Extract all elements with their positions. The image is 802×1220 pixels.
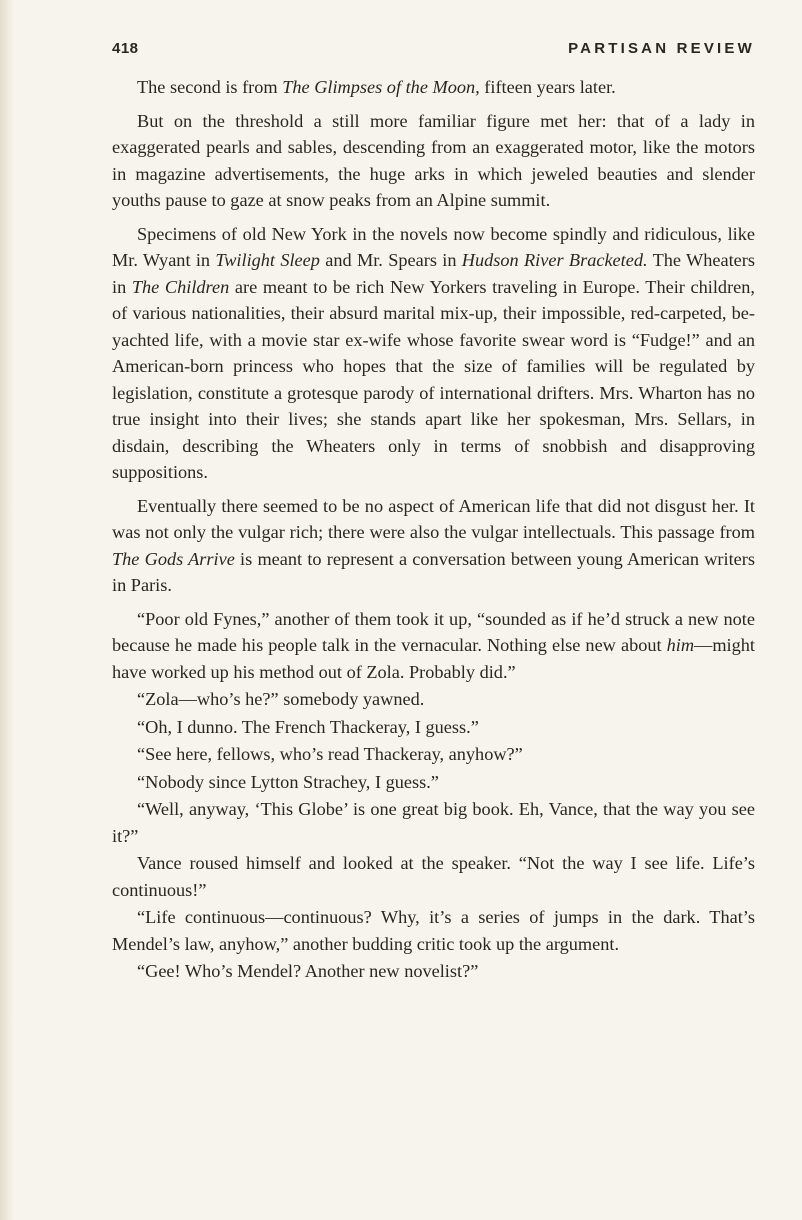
book-title-hudson-river-bracketed: Hudson River Bracketed. (461, 250, 648, 270)
quote-paragraph-1 (112, 606, 755, 686)
text-run: “Zola—who’s he?” somebody yawned. (137, 689, 425, 709)
text-run: is meant to represent a conversation between young American writers in Paris. (112, 548, 755, 595)
journal-title: PARTISAN REVIEW (568, 40, 755, 57)
text-run: and Mr. Spears in (319, 250, 462, 270)
text-run: are meant to be rich New Yorkers traveling in Europe. Their children, of various nationalities, their absurd marital mix-up, their impossible, red-carpeted, be-yachted life, with a movie star ex-wife whose favorite swear word is “Fudge!” and an American-born princess who hopes that the size of families will be regulated by legislation, constitute a grotesque parody of international drifters. Mrs. Wharton has no true insight into their lives; she stands apart like her spokesman, Mrs. Sellars, in disdain, describing the Wheaters only in terms of snobbish and disapproving suppositions. (112, 276, 755, 482)
text-run: “Gee! Who’s Mendel? Another new novelist?” (137, 961, 479, 981)
text-run: “Oh, I dunno. The French Thackeray, I guess.” (137, 716, 479, 737)
paragraph-3 (112, 221, 755, 486)
quote-paragraph-5 (112, 769, 755, 796)
text-run: fifteen years later. (479, 77, 616, 97)
quote-paragraph-4 (112, 741, 755, 768)
quote-paragraph-7 (112, 850, 755, 903)
book-title-the-gods-arrive: The Gods Arrive (112, 548, 235, 569)
book-title-the-children: The Children (131, 276, 230, 297)
text-run: The second is from (137, 77, 283, 97)
text-run: —might have worked up his method out of Zola. Probably did.” (112, 635, 755, 682)
quote-paragraph-6 (112, 796, 755, 849)
quote-paragraph-3 (112, 714, 755, 741)
quote-paragraph-9 (112, 958, 755, 985)
page-number: 418 (112, 40, 139, 57)
text-run: “Poor old Fynes,” another of them took it up, “sounded as if he’d struck a new note because he made his people talk in the vernacular. Nothing else new about (112, 608, 755, 655)
text-run: Vance roused himself and looked at the speaker. “Not the way I see life. Life’s continuous!” (112, 853, 755, 900)
text-run: Specimens of old New York in the novels now become spindly and ridiculous, like Mr. Wyant in (112, 223, 755, 270)
running-head (112, 40, 755, 74)
text-run: The Wheaters in (112, 250, 756, 297)
text-run: “Nobody since Lytton Strachey, I guess.” (137, 771, 439, 792)
book-page (112, 40, 755, 985)
text-run: “Life continuous—continuous? Why, it’s a series of jumps in the dark. That’s Mendel’s law, anyhow,” another budding critic took up the argument. (112, 907, 755, 954)
paragraph-1 (112, 74, 755, 101)
page-binding-edge (0, 0, 14, 1220)
quote-paragraph-8 (112, 904, 755, 957)
text-run: But on the threshold a still more familiar figure met her: that of a lady in exaggerated pearls and sables, descending from an exaggerated motor, like the motors in magazine advertisements, the huge arks in which jeweled beauties and slender youths pause to gaze at snow peaks from an Alpine summit. (112, 110, 755, 210)
text-run: Eventually there seemed to be no aspect of American life that did not disgust her. It was not only the vulgar rich; there were also the vulgar intellectuals. This passage from (112, 495, 755, 542)
text-run: “Well, anyway, ‘This Globe’ is one great big book. Eh, Vance, that the way you see it?” (112, 799, 755, 846)
paragraph-2 (112, 108, 755, 214)
paragraph-4 (112, 493, 755, 599)
text-run: “See here, fellows, who’s read Thackeray, anyhow?” (137, 744, 523, 764)
quote-paragraph-2 (112, 686, 755, 713)
emphasis: him (666, 635, 695, 655)
book-title-twilight-sleep: Twilight Sleep (215, 250, 320, 270)
body-text (112, 74, 755, 985)
book-title-the-glimpses-of-the-moon: The Glimpses of the Moon, (282, 77, 480, 97)
